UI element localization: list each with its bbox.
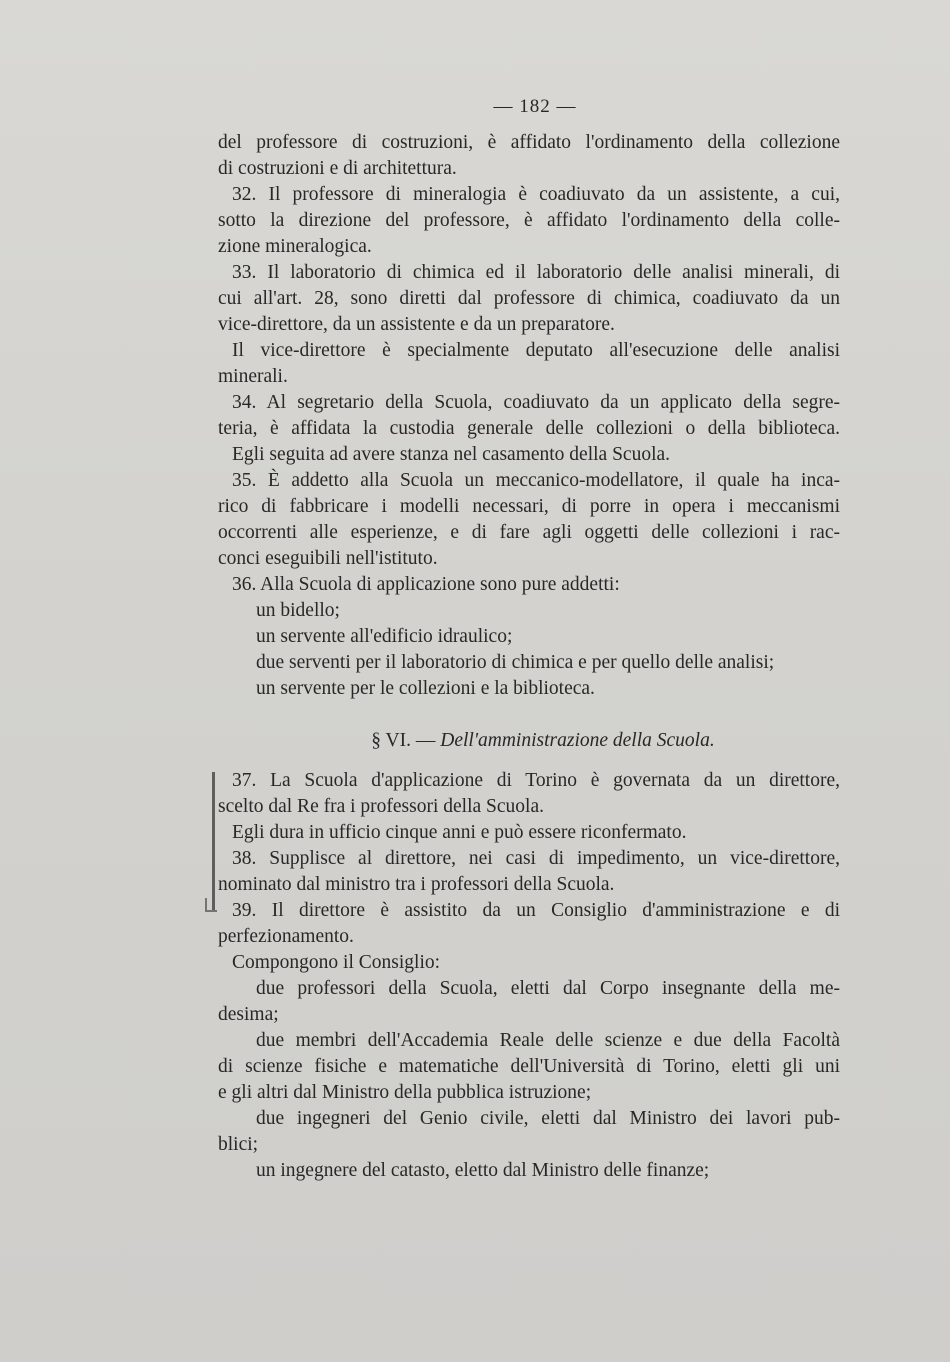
text-line: nominato dal ministro tra i professori della Scuola. (218, 874, 615, 895)
list-item: due ingegneri del Genio civile, eletti dal Ministro dei lavori pub- (256, 1108, 840, 1129)
list-item: due membri dell'Accademia Reale delle scienze e due della Facoltà (256, 1030, 840, 1051)
article-34: 34. Al segretario della Scuola, coadiuvato da un applicato della segre- (232, 392, 840, 413)
text-line: blici; (218, 1134, 259, 1155)
text-line: teria, è affidata la custodia generale delle collezioni o della biblioteca. (218, 418, 840, 439)
text-line: cui all'art. 28, sono diretti dal professore di chimica, coadiuvato da un (218, 288, 840, 309)
text-line: Il vice-direttore è specialmente deputato all'esecuzione delle analisi (232, 340, 840, 361)
text-line: di costruzioni e di architettura. (218, 158, 457, 179)
text-line: Egli seguita ad avere stanza nel casamento della Scuola. (232, 444, 671, 465)
margin-pencil-hook (205, 898, 217, 912)
list-item: due serventi per il laboratorio di chimica e per quello delle analisi; (256, 652, 775, 673)
list-item: un bidello; (256, 600, 340, 621)
text-line: Compongono il Consiglio: (232, 952, 441, 973)
body-text (218, 130, 840, 1184)
text-line: di scienze fisiche e matematiche dell'Università di Torino, eletti gli uni (218, 1056, 840, 1077)
section-prefix: § VI. — (371, 730, 436, 751)
text-line: sotto la direzione del professore, è affidato l'ordinamento della colle- (218, 210, 840, 231)
text-line: vice-direttore, da un assistente e da un preparatore. (218, 314, 615, 335)
article-36: 36. Alla Scuola di applicazione sono pure addetti: (232, 574, 620, 595)
article-38: 38. Supplisce al direttore, nei casi di impedimento, un vice-direttore, (232, 848, 840, 869)
text-line: rico di fabbricare i modelli necessari, di porre in opera i meccanismi (218, 496, 840, 517)
text-line: perfezionamento. (218, 926, 354, 947)
page-number: — 182 — (493, 96, 577, 117)
margin-pencil-mark (212, 772, 215, 910)
article-39: 39. Il direttore è assistito da un Consiglio d'amministrazione e di (232, 900, 840, 921)
text-line: minerali. (218, 366, 288, 387)
article-33: 33. Il laboratorio di chimica ed il laboratorio delle analisi minerali, di (232, 262, 840, 283)
list-item: un servente per le collezioni e la biblioteca. (256, 678, 595, 699)
text-line: del professore di costruzioni, è affidato l'ordinamento della collezione (218, 132, 840, 153)
section-title: Dell'amministrazione della Scuola. (440, 730, 715, 751)
text-line: zione mineralogica. (218, 236, 372, 257)
text-line: occorrenti alle esperienze, e di fare agli oggetti delle collezioni i rac- (218, 522, 840, 543)
article-37: 37. La Scuola d'applicazione di Torino è governata da un direttore, (232, 770, 840, 791)
article-32: 32. Il professore di mineralogia è coadiuvato da un assistente, a cui, (232, 184, 840, 205)
text-line: e gli altri dal Ministro della pubblica istruzione; (218, 1082, 592, 1103)
list-item: un servente all'edificio idraulico; (256, 626, 513, 647)
text-line: conci eseguibili nell'istituto. (218, 548, 438, 569)
text-line: desima; (218, 1004, 279, 1025)
section-heading (218, 728, 840, 754)
text-line: scelto dal Re fra i professori della Scuola. (218, 796, 544, 817)
article-35: 35. È addetto alla Scuola un meccanico-modellatore, il quale ha inca- (232, 470, 840, 491)
list-item: un ingegnere del catasto, eletto dal Ministro delle finanze; (256, 1160, 710, 1181)
text-line: Egli dura in ufficio cinque anni e può essere riconfermato. (232, 822, 687, 843)
list-item: due professori della Scuola, eletti dal Corpo insegnante della me- (256, 978, 840, 999)
